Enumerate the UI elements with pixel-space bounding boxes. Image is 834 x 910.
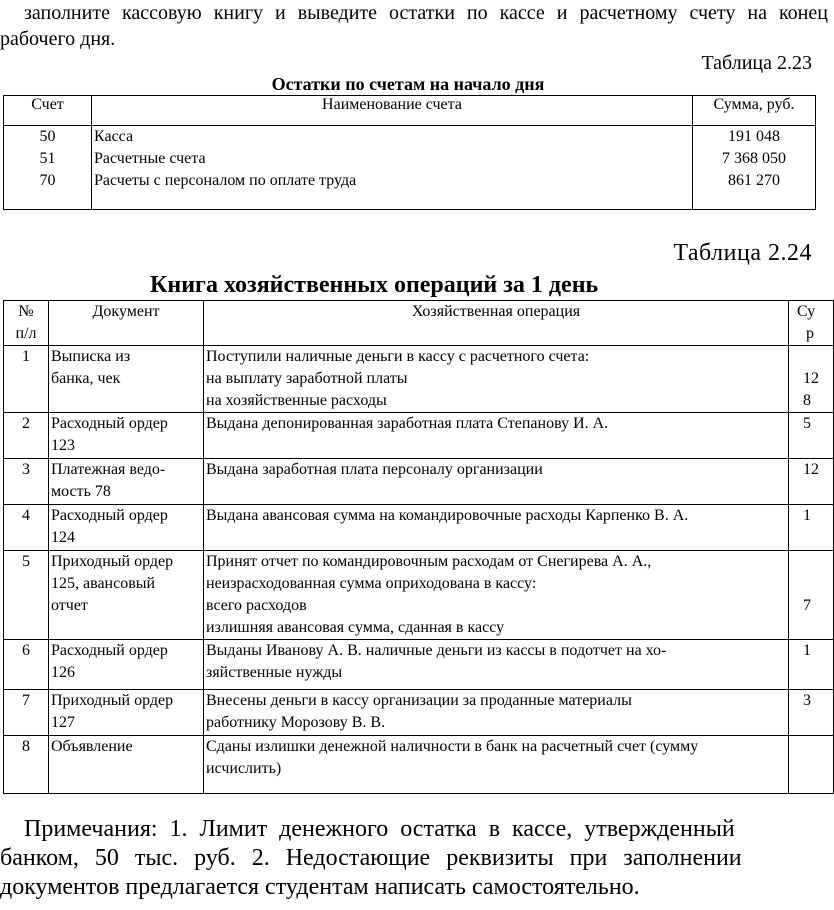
document-text: 127 bbox=[51, 714, 75, 731]
operations-journal-table bbox=[3, 300, 834, 794]
header-sum-sub: р bbox=[806, 325, 814, 342]
operation-number: 3 bbox=[22, 461, 30, 478]
document-text: 124 bbox=[51, 529, 75, 546]
account-name: Касса bbox=[94, 128, 134, 145]
operation-number: 2 bbox=[22, 415, 30, 432]
table2-title: Книга хозяйственных операций за 1 день bbox=[150, 272, 599, 298]
document-text: Расходный ордер bbox=[51, 415, 168, 432]
operation-number: 8 bbox=[22, 738, 30, 755]
account-name: Расчетные счета bbox=[94, 150, 206, 167]
operation-text: Выданы Иванову А. В. наличные деньги из кассы в подотчет на хо- bbox=[206, 642, 667, 659]
operation-number: 7 bbox=[22, 692, 30, 709]
intro-line-1: заполните кассовую книгу и выведите остатки по кассе и расчетному счету на конец bbox=[24, 2, 828, 24]
notes-line-2: банком, 50 тыс. руб. 2. Недостающие реквизиты при заполнении bbox=[0, 845, 742, 871]
account-number: 70 bbox=[39, 172, 56, 189]
table1-title: Остатки по счетам на начало дня bbox=[271, 74, 545, 94]
operation-text: работнику Морозову В. В. bbox=[206, 714, 386, 731]
operation-number: 1 bbox=[22, 348, 30, 365]
account-number: 51 bbox=[39, 150, 56, 167]
header-num: № bbox=[18, 303, 34, 320]
operation-number: 5 bbox=[22, 553, 30, 570]
account-sum: 191 048 bbox=[728, 128, 780, 145]
document-text: 123 bbox=[51, 437, 75, 454]
header-document: Документ bbox=[49, 301, 204, 346]
table-header-row bbox=[4, 96, 816, 126]
header-operation: Хозяйственная операция bbox=[204, 301, 789, 346]
document-text: 126 bbox=[51, 664, 75, 681]
account-number: 50 bbox=[39, 128, 56, 145]
operation-text: Поступили наличные деньги в кассу с расчетного счета: bbox=[206, 348, 590, 365]
document-text: Расходный ордер bbox=[51, 642, 168, 659]
opening-balances-table bbox=[3, 95, 816, 210]
operation-sum bbox=[803, 346, 831, 368]
operation-sum: 12 bbox=[803, 370, 819, 387]
document-text: банка, чек bbox=[51, 370, 121, 387]
operation-sum: 1 bbox=[803, 507, 811, 524]
document-text: Платежная ведо- bbox=[51, 461, 166, 478]
operation-sum: 8 bbox=[803, 392, 811, 409]
operation-text: на хозяйственные расходы bbox=[206, 392, 387, 409]
table-row bbox=[4, 459, 834, 505]
operation-text: Внесены деньги в кассу организации за проданные материалы bbox=[206, 692, 632, 709]
document-text: Выписка из bbox=[51, 348, 131, 365]
operation-text: Сданы излишки денежной наличности в банк на расчетный счет (сумму bbox=[206, 738, 699, 755]
table-row bbox=[4, 551, 834, 640]
operation-sum bbox=[803, 736, 831, 758]
table-row bbox=[4, 640, 834, 690]
operation-text: исчислить) bbox=[206, 760, 282, 777]
document-text: отчет bbox=[51, 597, 88, 614]
operation-text: Выдана заработная плата персоналу организации bbox=[206, 461, 543, 478]
operation-text: всего расходов bbox=[206, 597, 307, 614]
operation-sum: 12 bbox=[803, 461, 819, 478]
operation-sum: 7 bbox=[803, 597, 811, 614]
header-sum: Су bbox=[797, 303, 816, 320]
header-account-name: Наименование счета bbox=[92, 96, 693, 126]
header-num-sub: п/л bbox=[15, 325, 37, 342]
header-account: Счет bbox=[4, 96, 92, 126]
document-text: мость 78 bbox=[51, 483, 111, 500]
document-text: Объявление bbox=[51, 738, 133, 755]
operation-sum bbox=[803, 573, 831, 595]
document-text: 125, авансовый bbox=[51, 575, 156, 592]
table-header-row bbox=[4, 301, 834, 346]
document-text: Расходный ордер bbox=[51, 507, 168, 524]
operation-number: 4 bbox=[22, 507, 30, 524]
account-sum: 861 270 bbox=[728, 172, 780, 189]
operation-text: Выдана авансовая сумма на командировочные расходы Карпенко В. А. bbox=[206, 507, 689, 524]
notes-line-3: документов предлагается студентам написать самостоятельно. bbox=[0, 874, 640, 900]
account-sum: 7 368 050 bbox=[722, 150, 786, 167]
table-row bbox=[4, 346, 834, 413]
operation-text: Принят отчет по командировочным расходам от Снегирева А. А., bbox=[206, 553, 652, 570]
operation-sum bbox=[803, 551, 831, 573]
operation-text: излишняя авансовая сумма, сданная в кассу bbox=[206, 619, 505, 636]
table-row bbox=[4, 736, 834, 794]
document-text: Приходный ордер bbox=[51, 692, 174, 709]
account-name: Расчеты с персоналом по оплате труда bbox=[94, 172, 357, 189]
operation-text: неизрасходованная сумма оприходована в кассу: bbox=[206, 575, 537, 592]
operation-text: на выплату заработной платы bbox=[206, 370, 408, 387]
table-row bbox=[4, 413, 834, 459]
header-sum: Сумма, руб. bbox=[693, 96, 816, 126]
intro-line-2: рабочего дня. bbox=[0, 28, 116, 50]
table-row bbox=[4, 505, 834, 551]
operation-sum: 1 bbox=[803, 642, 811, 659]
operation-sum: 5 bbox=[803, 415, 811, 432]
operation-text: зяйственные нужды bbox=[206, 664, 343, 681]
operation-sum bbox=[803, 617, 831, 639]
table2-caption: Таблица 2.24 bbox=[673, 240, 812, 266]
operation-number: 6 bbox=[22, 642, 30, 659]
notes-line-1: Примечания: 1. Лимит денежного остатка в кассе, утвержденный bbox=[24, 816, 735, 842]
table-body-row bbox=[4, 126, 816, 210]
operation-sum: 3 bbox=[803, 692, 811, 709]
document-text: Приходный ордер bbox=[51, 553, 174, 570]
operation-text: Выдана депонированная заработная плата Степанову И. А. bbox=[206, 415, 609, 432]
table1-caption: Таблица 2.23 bbox=[701, 52, 812, 74]
table-row bbox=[4, 690, 834, 736]
